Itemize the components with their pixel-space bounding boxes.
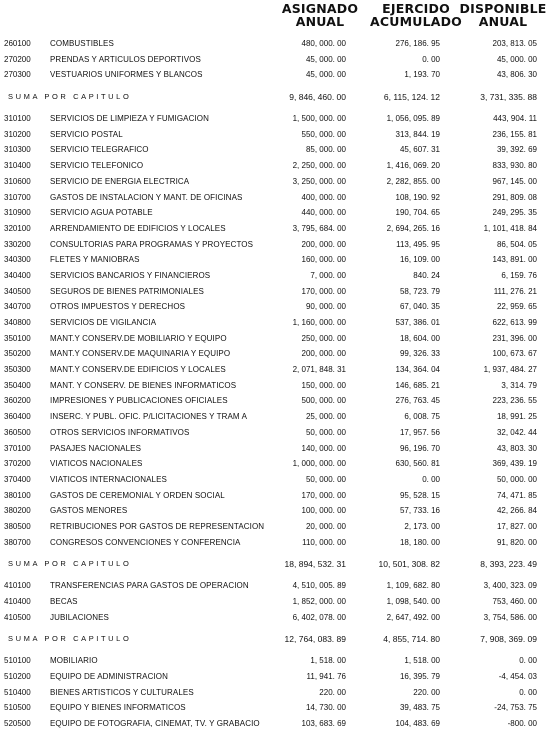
exercised-amount: 1, 416, 069. 20: [386, 161, 440, 171]
available-amount: 622, 613. 99: [492, 318, 537, 327]
assigned-amount: 14, 730. 00: [305, 703, 346, 713]
exercised-amount: 39, 483. 75: [399, 703, 440, 713]
available-amount: -800. 00: [507, 719, 537, 729]
table-row: [0, 36, 550, 52]
exercised-amount: 18, 604. 00: [399, 333, 440, 343]
account-code: 520500: [4, 719, 31, 729]
exercised-amount: 108, 190. 92: [395, 192, 440, 202]
exercised-amount: 134, 364. 04: [395, 365, 440, 375]
exercised-amount: 2, 694, 265. 16: [386, 223, 440, 233]
assigned-amount: 1, 518. 00: [310, 656, 346, 666]
exercised-amount: 18, 180. 00: [399, 537, 440, 547]
account-description: EQUIPO DE FOTOGRAFIA, CINEMAT, TV. Y GRABACIO: [50, 719, 260, 729]
assigned-amount: 2, 250, 000. 00: [292, 161, 346, 171]
exercised-amount: 1, 518. 00: [404, 656, 440, 666]
account-description: OTROS IMPUESTOS Y DERECHOS: [50, 302, 186, 312]
account-description: EQUIPO Y BIENES INFORMATICOS: [50, 703, 186, 713]
account-code: 410100: [4, 581, 31, 591]
assigned-amount: 1, 000, 000. 00: [292, 459, 346, 469]
available-amount: 1, 101, 418. 84: [483, 223, 537, 233]
table-row: [0, 685, 550, 701]
table-row: [0, 174, 550, 190]
account-code: 310300: [4, 145, 31, 155]
available-amount: 43, 803. 30: [496, 443, 537, 453]
exercised-amount: 10, 501, 308. 82: [378, 559, 440, 570]
account-code: 350300: [4, 365, 31, 375]
exercised-amount: 104, 483. 69: [395, 719, 440, 729]
account-description: SERVICIO POSTAL: [50, 129, 123, 139]
available-amount: 45, 000. 00: [496, 54, 537, 64]
account-description: SERVICIOS DE VIGILANCIA: [50, 318, 157, 327]
account-code: 380100: [4, 490, 31, 500]
exercised-amount: 57, 733. 16: [399, 506, 440, 516]
assigned-amount: 160, 000. 00: [301, 255, 346, 265]
account-description: SERVICIO DE ENERGIA ELECTRICA: [50, 176, 190, 186]
account-description: EQUIPO DE ADMINISTRACION: [50, 672, 168, 682]
exercised-amount: 58, 723. 79: [399, 286, 440, 296]
table-row: [0, 535, 550, 551]
exercised-amount: 1, 193. 70: [404, 70, 440, 80]
exercised-amount: 2, 647, 492. 00: [386, 612, 440, 622]
available-amount: 753, 460. 00: [492, 597, 537, 606]
account-code: 350200: [4, 349, 31, 359]
exercised-amount: 45, 607. 31: [399, 145, 440, 155]
account-description: GASTOS MENORES: [50, 506, 128, 516]
account-description: MANT.Y CONSERV.DE MOBILIARIO Y EQUIPO: [50, 333, 227, 343]
assigned-amount: 90, 000. 00: [305, 302, 346, 312]
assigned-amount: 170, 000. 00: [301, 286, 346, 296]
exercised-amount: 16, 109. 00: [399, 255, 440, 265]
account-code: 380700: [4, 537, 31, 547]
table-row: [0, 315, 550, 331]
account-description: FLETES Y MANIOBRAS: [50, 255, 140, 265]
table-row: [0, 393, 550, 409]
account-description: VIATICOS INTERNACIONALES: [50, 474, 167, 484]
header-ejercido-acumulado: [368, 2, 464, 28]
header-asignado-line2: ANUAL: [295, 14, 345, 29]
account-code: 260100: [4, 39, 31, 48]
available-amount: 1, 937, 484. 27: [483, 365, 537, 375]
account-code: 370200: [4, 459, 31, 469]
assigned-amount: 12, 764, 083. 89: [284, 634, 346, 645]
available-amount: -4, 454. 03: [498, 672, 537, 682]
table-row: [0, 362, 550, 378]
chapter-total-row: [0, 625, 550, 653]
assigned-amount: 200, 000. 00: [301, 349, 346, 359]
account-code: 380200: [4, 506, 31, 516]
assigned-amount: 25, 000. 00: [305, 412, 346, 422]
exercised-amount: 840. 24: [413, 270, 440, 280]
account-description: TRANSFERENCIAS PARA GASTOS DE OPERACION: [50, 581, 249, 591]
table-row: [0, 456, 550, 472]
available-amount: 369, 439. 19: [492, 459, 537, 469]
account-description: OTROS SERVICIOS INFORMATIVOS: [50, 427, 190, 437]
assigned-amount: 3, 795, 684. 00: [292, 223, 346, 233]
available-amount: 100, 673. 67: [492, 349, 537, 359]
exercised-amount: 0. 00: [422, 474, 440, 484]
available-amount: 223, 236. 55: [492, 396, 537, 406]
account-description: ARRENDAMIENTO DE EDIFICIOS Y LOCALES: [50, 223, 226, 233]
table-header: [0, 0, 550, 30]
available-amount: 249, 295. 35: [492, 208, 537, 218]
available-amount: 18, 991. 25: [496, 412, 537, 422]
table-row: [0, 252, 550, 268]
account-code: 310600: [4, 176, 31, 186]
account-code: 310100: [4, 114, 31, 124]
chapter-total-label: SUMA POR CAPITULO: [8, 92, 132, 102]
header-disponible-line1: DISPONIBLE: [459, 1, 547, 16]
account-description: VESTUARIOS UNIFORMES Y BLANCOS: [50, 70, 203, 80]
account-code: 370100: [4, 443, 31, 453]
account-description: GASTOS DE CEREMONIAL Y ORDEN SOCIAL: [50, 490, 225, 500]
account-description: CONGRESOS CONVENCIONES Y CONFERENCIA: [50, 537, 241, 547]
exercised-amount: 2, 173. 00: [404, 521, 440, 531]
chapter-total-row: [0, 83, 550, 111]
available-amount: -24, 753. 75: [494, 703, 537, 713]
assigned-amount: 170, 000. 00: [301, 490, 346, 500]
assigned-amount: 45, 000. 00: [305, 54, 346, 64]
available-amount: 8, 393, 223. 49: [480, 559, 537, 570]
available-amount: 3, 400, 323. 09: [483, 581, 537, 591]
assigned-amount: 500, 000. 00: [301, 396, 346, 406]
exercised-amount: 313, 844. 19: [395, 129, 440, 139]
exercised-amount: 2, 282, 855. 00: [386, 176, 440, 186]
table-row: [0, 669, 550, 685]
account-description: IMPRESIONES Y PUBLICACIONES OFICIALES: [50, 396, 228, 406]
account-code: 510400: [4, 687, 31, 697]
header-ejercido-line2: ACUMULADO: [369, 14, 463, 29]
available-amount: 833, 930. 80: [492, 161, 537, 171]
account-description: MANT.Y CONSERV.DE EDIFICIOS Y LOCALES: [50, 365, 226, 375]
exercised-amount: 537, 386. 01: [395, 318, 440, 327]
assigned-amount: 440, 000. 00: [301, 208, 346, 218]
available-amount: 22, 959. 65: [496, 302, 537, 312]
exercised-amount: 630, 560. 81: [395, 459, 440, 469]
table-row: [0, 594, 550, 610]
account-description: MANT. Y CONSERV. DE BIENES INFORMATICOS: [50, 380, 237, 390]
assigned-amount: 103, 683. 69: [301, 719, 346, 729]
assigned-amount: 50, 000. 00: [305, 474, 346, 484]
assigned-amount: 3, 250, 000. 00: [292, 176, 346, 186]
account-code: 370400: [4, 474, 31, 484]
account-description: BECAS: [50, 597, 78, 606]
assigned-amount: 18, 894, 532. 31: [284, 559, 346, 570]
assigned-amount: 2, 071, 848. 31: [292, 365, 346, 375]
assigned-amount: 6, 402, 078. 00: [292, 612, 346, 622]
available-amount: 17, 827. 00: [496, 521, 537, 531]
account-code: 350400: [4, 380, 31, 390]
account-code: 340700: [4, 302, 31, 312]
table-row: [0, 158, 550, 174]
assigned-amount: 45, 000. 00: [305, 70, 346, 80]
table-row: [0, 127, 550, 143]
available-amount: 291, 809. 08: [492, 192, 537, 202]
available-amount: 43, 806. 30: [496, 70, 537, 80]
account-code: 510200: [4, 672, 31, 682]
account-description: CONSULTORIAS PARA PROGRAMAS Y PROYECTOS: [50, 239, 254, 249]
exercised-amount: 95, 528. 15: [399, 490, 440, 500]
account-description: JUBILACIONES: [50, 612, 109, 622]
account-code: 510100: [4, 656, 31, 666]
account-code: 360500: [4, 427, 31, 437]
available-amount: 91, 820. 00: [496, 537, 537, 547]
exercised-amount: 190, 704. 65: [395, 208, 440, 218]
assigned-amount: 7, 000. 00: [310, 270, 346, 280]
exercised-amount: 0. 00: [422, 54, 440, 64]
exercised-amount: 220. 00: [413, 687, 440, 697]
account-description: INSERC. Y PUBL. OFIC. P/LICITACIONES Y TRAM A: [50, 412, 247, 422]
budget-table-body: [0, 36, 550, 732]
exercised-amount: 4, 855, 714. 80: [383, 634, 440, 645]
account-code: 340500: [4, 286, 31, 296]
table-row: [0, 700, 550, 716]
account-description: VIATICOS NACIONALES: [50, 459, 143, 469]
available-amount: 7, 908, 369. 09: [480, 634, 537, 645]
assigned-amount: 400, 000. 00: [301, 192, 346, 202]
available-amount: 74, 471. 85: [496, 490, 537, 500]
table-row: [0, 578, 550, 594]
assigned-amount: 100, 000. 00: [301, 506, 346, 516]
assigned-amount: 1, 160, 000. 00: [292, 318, 346, 327]
account-description: PASAJES NACIONALES: [50, 443, 142, 453]
exercised-amount: 99, 326. 33: [399, 349, 440, 359]
available-amount: 203, 813. 05: [492, 39, 537, 48]
account-description: RETRIBUCIONES POR GASTOS DE REPRESENTACION: [50, 521, 265, 531]
exercised-amount: 67, 040. 35: [399, 302, 440, 312]
header-disponible-anual: [455, 2, 550, 28]
available-amount: 111, 276. 21: [493, 286, 537, 296]
account-code: 320100: [4, 223, 31, 233]
account-description: SERVICIOS DE LIMPIEZA Y FUMIGACION: [50, 114, 209, 124]
available-amount: 32, 042. 44: [496, 427, 537, 437]
account-description: BIENES ARTISTICOS Y CULTURALES: [50, 687, 194, 697]
available-amount: 0. 00: [519, 687, 537, 697]
exercised-amount: 113, 495. 95: [396, 239, 440, 249]
assigned-amount: 50, 000. 00: [305, 427, 346, 437]
table-row: [0, 331, 550, 347]
assigned-amount: 4, 510, 005. 89: [292, 581, 346, 591]
account-description: COMBUSTIBLES: [50, 39, 114, 48]
assigned-amount: 9, 846, 460. 00: [289, 92, 346, 103]
table-row: [0, 610, 550, 626]
assigned-amount: 1, 500, 000. 00: [292, 114, 346, 124]
available-amount: 443, 904. 11: [493, 114, 537, 124]
table-row: [0, 378, 550, 394]
header-ejercido-line1: EJERCIDO: [382, 1, 450, 16]
account-description: SERVICIOS BANCARIOS Y FINANCIEROS: [50, 270, 211, 280]
assigned-amount: 550, 000. 00: [301, 129, 346, 139]
assigned-amount: 1, 852, 000. 00: [292, 597, 346, 606]
header-asignado-anual: [272, 2, 368, 28]
available-amount: 967, 145. 00: [492, 176, 537, 186]
assigned-amount: 85, 000. 00: [305, 145, 346, 155]
chapter-total-row: [0, 550, 550, 578]
available-amount: 3, 754, 586. 00: [483, 612, 537, 622]
table-row: [0, 237, 550, 253]
account-description: MOBILIARIO: [50, 656, 98, 666]
table-row: [0, 284, 550, 300]
available-amount: 86, 504. 05: [496, 239, 537, 249]
account-code: 340400: [4, 270, 31, 280]
assigned-amount: 200, 000. 00: [301, 239, 346, 249]
account-code: 510500: [4, 703, 31, 713]
account-description: GASTOS DE INSTALACION Y MANT. DE OFICINAS: [50, 192, 243, 202]
account-code: 330200: [4, 239, 31, 249]
table-row: [0, 111, 550, 127]
account-description: SEGUROS DE BIENES PATRIMONIALES: [50, 286, 204, 296]
available-amount: 6, 159. 76: [501, 270, 537, 280]
assigned-amount: 20, 000. 00: [305, 521, 346, 531]
table-row: [0, 268, 550, 284]
table-row: [0, 503, 550, 519]
chapter-total-label: SUMA POR CAPITULO: [8, 634, 132, 644]
exercised-amount: 1, 056, 095. 89: [386, 114, 440, 124]
available-amount: 3, 314. 79: [501, 380, 537, 390]
table-row: [0, 653, 550, 669]
table-row: [0, 190, 550, 206]
table-row: [0, 488, 550, 504]
available-amount: 3, 731, 335. 88: [480, 92, 537, 103]
available-amount: 236, 155. 81: [492, 129, 537, 139]
exercised-amount: 1, 098, 540. 00: [386, 597, 440, 606]
account-code: 310700: [4, 192, 31, 202]
table-row: [0, 52, 550, 68]
account-code: 350100: [4, 333, 31, 343]
assigned-amount: 140, 000. 00: [301, 443, 346, 453]
account-code: 310900: [4, 208, 31, 218]
table-row: [0, 519, 550, 535]
account-description: PRENDAS Y ARTICULOS DEPORTIVOS: [50, 54, 201, 64]
header-asignado-line1: ASIGNADO: [281, 1, 359, 16]
exercised-amount: 146, 685. 21: [395, 380, 440, 390]
table-row: [0, 142, 550, 158]
exercised-amount: 17, 957. 56: [399, 427, 440, 437]
exercised-amount: 96, 196. 70: [399, 443, 440, 453]
account-code: 410400: [4, 597, 31, 606]
available-amount: 39, 392. 69: [496, 145, 537, 155]
available-amount: 231, 396. 00: [492, 333, 537, 343]
table-row: [0, 346, 550, 362]
exercised-amount: 6, 115, 124. 12: [383, 92, 440, 103]
table-row: [0, 716, 550, 732]
assigned-amount: 250, 000. 00: [301, 333, 346, 343]
table-row: [0, 441, 550, 457]
account-code: 360400: [4, 412, 31, 422]
table-row: [0, 425, 550, 441]
available-amount: 50, 000. 00: [496, 474, 537, 484]
account-code: 410500: [4, 612, 31, 622]
exercised-amount: 6, 008. 75: [404, 412, 440, 422]
exercised-amount: 1, 109, 682. 80: [386, 581, 440, 591]
account-code: 380500: [4, 521, 31, 531]
account-description: SERVICIO TELEGRAFICO: [50, 145, 149, 155]
account-description: SERVICIO TELEFONICO: [50, 161, 144, 171]
account-code: 310200: [4, 129, 31, 139]
header-disponible-line2: ANUAL: [478, 14, 528, 29]
table-row: [0, 221, 550, 237]
available-amount: 0. 00: [519, 656, 537, 666]
table-row: [0, 472, 550, 488]
account-code: 270300: [4, 70, 31, 80]
table-row: [0, 299, 550, 315]
account-code: 340800: [4, 318, 31, 327]
account-code: 270200: [4, 54, 31, 64]
account-description: SERVICIO AGUA POTABLE: [50, 208, 153, 218]
table-row: [0, 67, 550, 83]
assigned-amount: 150, 000. 00: [301, 380, 346, 390]
table-row: [0, 409, 550, 425]
account-code: 360200: [4, 396, 31, 406]
table-row: [0, 205, 550, 221]
exercised-amount: 276, 186. 95: [395, 39, 440, 48]
account-code: 310400: [4, 161, 31, 171]
available-amount: 143, 891. 00: [492, 255, 537, 265]
account-description: MANT.Y CONSERV.DE MAQUINARIA Y EQUIPO: [50, 349, 231, 359]
chapter-total-label: SUMA POR CAPITULO: [8, 559, 132, 569]
available-amount: 42, 266. 84: [496, 506, 537, 516]
assigned-amount: 110, 000. 00: [302, 537, 346, 547]
account-code: 340300: [4, 255, 31, 265]
exercised-amount: 276, 763. 45: [395, 396, 440, 406]
assigned-amount: 11, 941. 76: [306, 672, 346, 682]
exercised-amount: 16, 395. 79: [399, 672, 440, 682]
assigned-amount: 480, 000. 00: [301, 39, 346, 48]
assigned-amount: 220. 00: [319, 687, 346, 697]
